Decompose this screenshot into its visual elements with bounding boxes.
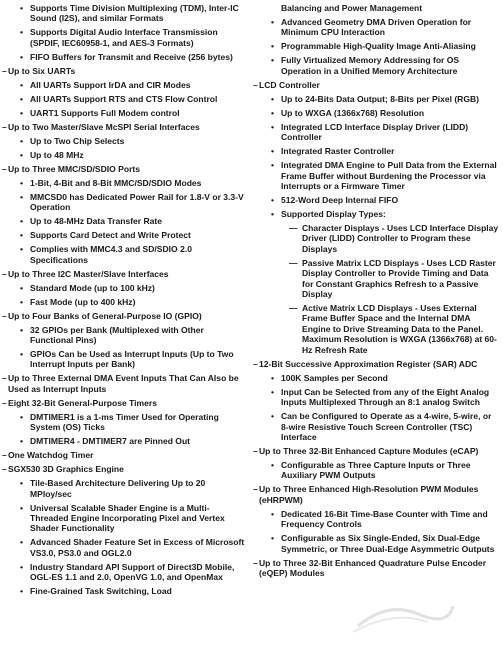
right-column [253, 3, 501, 582]
bullet: – [2, 121, 7, 132]
list-item [2, 283, 246, 293]
list-item [253, 387, 501, 408]
list-item [2, 478, 246, 499]
bullet: — [289, 223, 298, 234]
bullet: • [271, 195, 274, 206]
bullet: • [20, 27, 23, 38]
list-item [2, 325, 246, 346]
list-item [2, 349, 246, 370]
list-item [253, 195, 501, 205]
bullet: — [289, 303, 298, 314]
bullet: • [271, 55, 274, 66]
list-item [2, 230, 246, 240]
bullet: • [271, 411, 274, 422]
item-text: Tile-Based Architecture Delivering Up to 20 MPloy/sec [30, 478, 206, 499]
bullet: • [20, 502, 23, 513]
bullet: • [20, 3, 23, 13]
list-item [253, 509, 501, 530]
bullet: • [271, 386, 274, 397]
bullet: • [20, 107, 23, 118]
section-title: Up to Three External DMA Event Inputs That Can Also be Used as Interrupt Inputs [8, 373, 239, 394]
list-item [253, 55, 501, 76]
bullet: • [20, 135, 23, 146]
section-title: Up to Three Enhanced High-Resolution PWM Modules (eHRPWM) [259, 484, 479, 505]
bullet: • [271, 160, 274, 171]
list-item [2, 436, 246, 446]
list-item [2, 503, 246, 534]
item-text: 512-Word Deep Internal FIFO [281, 195, 399, 206]
section-eqep [253, 558, 501, 579]
bullet: • [20, 216, 23, 227]
bullet: — [289, 257, 298, 268]
bullet: • [20, 411, 23, 422]
bullet: • [271, 459, 274, 470]
item-text: All UARTs Support RTS and CTS Flow Control [30, 93, 218, 104]
sub-list-item [253, 303, 501, 355]
list-item [2, 412, 246, 433]
list-item [2, 562, 246, 583]
item-text: MMCSD0 has Dedicated Power Rail for 1.8-V or 3.3-V Operation [30, 191, 244, 213]
list-item [253, 460, 501, 481]
item-text: Supports Time Division Multiplexing (TDM), Inter-IC Sound (I2S), and similar Formats [30, 3, 239, 24]
bullet: – [2, 268, 7, 279]
item-text: DMTIMER4 - DMTIMER7 are Pinned Out [30, 436, 191, 447]
item-text: Complies with MMC4.3 and SD/SDIO 2.0 Specifications [30, 244, 192, 265]
item-text: Fast Mode (up to 400 kHz) [30, 296, 136, 307]
section-adc [253, 359, 501, 369]
list-item [253, 373, 501, 383]
item-text: 100K Samples per Second [281, 372, 388, 383]
bullet: • [20, 296, 23, 307]
bullet: • [20, 51, 23, 62]
list-item [2, 244, 246, 265]
section-mmc [2, 164, 246, 174]
section-ehrpwm [253, 484, 501, 505]
bullet: • [271, 533, 274, 544]
bullet: – [2, 450, 7, 461]
list-item [253, 122, 501, 143]
section-title: Up to Three 32-Bit Enhanced Quadrature Pulse Encoder (eQEP) Modules [259, 557, 487, 578]
item-text: Up to Two Chip Selects [30, 135, 125, 146]
section-sgx [2, 464, 246, 474]
bullet: • [20, 436, 23, 447]
list-item [2, 537, 246, 558]
item-text: Configurable as Six Single-Ended, Six Dual-Edge Symmetric, or Three Dual-Edge Asymmetric Outputs [281, 533, 495, 554]
list-item [253, 209, 501, 219]
list-item [253, 94, 501, 104]
section-title: SGX530 3D Graphics Engine [8, 464, 124, 475]
bullet: – [2, 373, 7, 384]
bullet: – [2, 464, 7, 475]
item-text: Dedicated 16-Bit Time-Base Counter with Time and Frequency Controls [281, 508, 488, 530]
item-text: Standard Mode (up to 100 kHz) [30, 282, 155, 293]
item-text: UART1 Supports Full Modem control [30, 107, 180, 118]
section-title: One Watchdog Timer [8, 450, 94, 461]
item-text: Integrated Raster Controller [281, 146, 395, 157]
bullet: • [271, 508, 274, 519]
continued-text: Balancing and Power Management [281, 3, 423, 13]
sub-list-item [253, 258, 501, 300]
section-title: Up to Three 32-Bit Enhanced Capture Modules (eCAP) [259, 445, 479, 456]
bullet: • [20, 177, 23, 188]
section-mcspi [2, 122, 246, 132]
section-title: 12-Bit Successive Approximation Register (SAR) ADC [259, 358, 478, 369]
bullet: – [253, 79, 258, 90]
bullet: – [2, 310, 7, 321]
section-ecap [253, 446, 501, 456]
list-item [253, 160, 501, 191]
bullet: • [20, 349, 23, 360]
bullet: • [20, 537, 23, 548]
sub-list-item [253, 223, 501, 254]
item-text: Up to 24-Bits Data Output; 8-Bits per Pixel (RGB) [281, 93, 480, 104]
item-text: Up to 48 MHz [30, 149, 84, 160]
list-item [2, 150, 246, 160]
list-item [2, 80, 246, 90]
section-title: Up to Three I2C Master/Slave Interfaces [8, 268, 169, 279]
item-text: 1-Bit, 4-Bit and 8-Bit MMC/SD/SDIO Modes [30, 177, 202, 188]
item-text: 32 GPIOs per Bank (Multiplexed with Other Functional Pins) [30, 324, 204, 346]
section-title: Up to Three MMC/SD/SDIO Ports [8, 163, 141, 174]
item-text: GPIOs Can be Used as Interrupt Inputs (Up to Two Interrupt Inputs per Bank) [30, 349, 234, 370]
bullet: • [271, 107, 274, 118]
list-item [2, 52, 246, 62]
watermark-graphic [348, 596, 458, 636]
list-item [253, 146, 501, 156]
section-i2c [2, 269, 246, 279]
list-item [253, 411, 501, 442]
bullet: • [20, 230, 23, 241]
list-item [253, 41, 501, 51]
bullet: • [271, 41, 274, 52]
bullet: • [271, 146, 274, 157]
bullet: • [271, 209, 274, 220]
item-text: Advanced Shader Feature Set in Excess of Microsoft VS3.0, PS3.0 and OGL2.0 [30, 537, 245, 558]
bullet: – [2, 397, 7, 408]
item-text: Fine-Grained Task Switching, Load [30, 586, 172, 597]
section-title: LCD Controller [259, 79, 320, 90]
item-text: Integrated DMA Engine to Pull Data from the External Frame Buffer without Burdening the Processor via Interrupts or a Firmware Timer [281, 160, 497, 192]
list-item [2, 136, 246, 146]
item-text: All UARTs Support IrDA and CIR Modes [30, 79, 191, 90]
bullet: – [253, 445, 258, 456]
section-title: Up to Six UARTs [8, 65, 76, 76]
item-text: Industry Standard API Support of Direct3D Mobile, OGL-ES 1.1 and 2.0, OpenVG 1.0, and OpenMax [30, 561, 235, 583]
item-text: Input Can be Selected from any of the Eight Analog Inputs Multiplexed Through an 8:1 analog Switch [281, 386, 490, 408]
list-item [2, 94, 246, 104]
bullet: – [253, 484, 258, 495]
bullet: • [20, 191, 23, 202]
item-text: Universal Scalable Shader Engine is a Multi-Threaded Engine Incorporating Pixel and Vertex Shader Functionality [30, 502, 225, 534]
bullet: – [253, 557, 258, 568]
list-item [2, 297, 246, 307]
item-text: Supports Digital Audio Interface Transmission (SPDIF, IEC60958-1, and AES-3 Formats) [30, 27, 218, 48]
section-gpio [2, 311, 246, 321]
list-item [2, 3, 246, 24]
item-text: Integrated LCD Interface Display Driver (LIDD) Controller [281, 121, 469, 143]
section-watchdog [2, 450, 246, 460]
list-item [2, 178, 246, 188]
bullet: • [20, 324, 23, 335]
list-item [253, 533, 501, 554]
item-text: Configurable as Three Capture Inputs or Three Auxiliary PWM Outputs [281, 459, 471, 481]
item-text: Programmable High-Quality Image Anti-Aliasing [281, 41, 476, 52]
item-text: FIFO Buffers for Transmit and Receive (256 bytes) [30, 51, 233, 62]
item-text: Character Displays - Uses LCD Interface Display Driver (LIDD) Controller to Program these Displays [302, 223, 499, 254]
item-text: Active Matrix LCD Displays - Uses External Frame Buffer Space and the Internal DMA Engine to Drive Streaming Data to the Panel. Maximum Resolution is WXGA (1366x768) at 60-Hz Refresh Rate [302, 303, 497, 355]
list-item [253, 108, 501, 118]
section-dma-events [2, 373, 246, 394]
list-item [2, 216, 246, 226]
bullet: – [253, 358, 258, 369]
list-item [2, 27, 246, 48]
section-title: Up to Two Master/Slave McSPI Serial Interfaces [8, 121, 200, 132]
item-text: Passive Matrix LCD Displays - Uses LCD Raster Display Controller to Provide Timing and Data for Constant Graphics Refresh to a Passive Display [302, 257, 496, 300]
bullet: • [20, 586, 23, 597]
section-title: Eight 32-Bit General-Purpose Timers [8, 397, 157, 408]
bullet: • [20, 244, 23, 255]
section-title: Up to Four Banks of General-Purpose IO (GPIO) [8, 310, 202, 321]
item-text: Up to 48-MHz Data Transfer Rate [30, 216, 163, 227]
item-text: DMTIMER1 is a 1-ms Timer Used for Operating System (OS) Ticks [30, 411, 219, 433]
item-text: Advanced Geometry DMA Driven Operation for Minimum CPU Interaction [281, 17, 472, 38]
left-column [2, 3, 246, 600]
bullet: • [20, 93, 23, 104]
section-lcd [253, 80, 501, 90]
bullet: • [271, 121, 274, 132]
item-text: Fully Virtualized Memory Addressing for OS Operation in a Unified Memory Architecture [281, 55, 460, 76]
item-text: Up to WXGA (1366x768) Resolution [281, 107, 425, 118]
bullet: • [20, 478, 23, 489]
section-uarts [2, 66, 246, 76]
list-item [2, 586, 246, 596]
item-text: Supports Card Detect and Write Protect [30, 230, 191, 241]
section-timers [2, 398, 246, 408]
list-item [253, 17, 501, 38]
bullet: – [2, 65, 7, 76]
bullet: • [271, 17, 274, 27]
bullet: • [20, 282, 23, 293]
bullet: • [271, 372, 274, 383]
item-text: Supported Display Types: [281, 209, 386, 220]
bullet: • [20, 79, 23, 90]
list-item [2, 108, 246, 118]
bullet: • [20, 561, 23, 572]
list-item [2, 192, 246, 213]
bullet: • [271, 93, 274, 104]
bullet: – [2, 163, 7, 174]
item-text: Can be Configured to Operate as a 4-wire, 5-wire, or 8-wire Resistive Touch Screen Controller (TSC) Interface [281, 411, 492, 442]
bullet: • [20, 149, 23, 160]
